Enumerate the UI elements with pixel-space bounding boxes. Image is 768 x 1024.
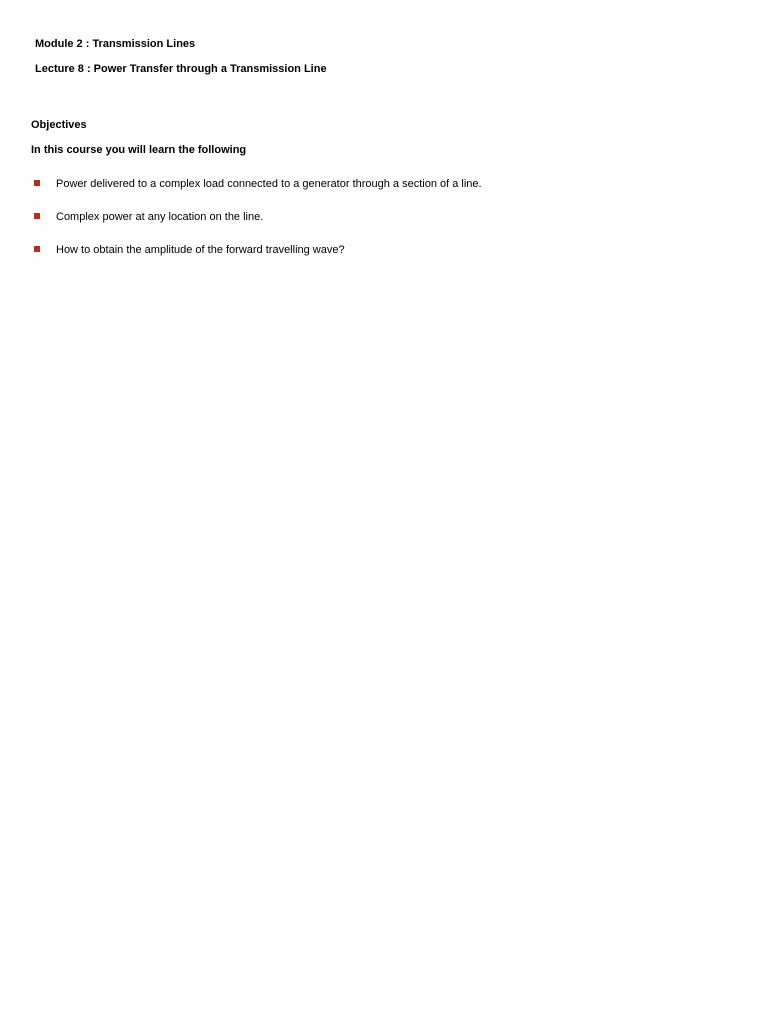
square-bullet-icon xyxy=(34,213,40,219)
objectives-heading: Objectives xyxy=(31,119,87,131)
objective-item xyxy=(34,177,634,191)
module-title: Module 2 : Transmission Lines xyxy=(35,38,196,50)
lecture-title: Lecture 8 : Power Transfer through a Transmission Line xyxy=(35,63,327,75)
objective-text: Complex power at any location on the line. xyxy=(56,211,264,223)
square-bullet-icon xyxy=(34,246,40,252)
objective-text: Power delivered to a complex load connected to a generator through a section of a line. xyxy=(56,178,482,190)
square-bullet-icon xyxy=(34,180,40,186)
objective-item xyxy=(34,243,634,257)
objectives-intro: In this course you will learn the following xyxy=(31,144,247,156)
objective-item xyxy=(34,210,634,224)
objective-text: How to obtain the amplitude of the forward travelling wave? xyxy=(56,244,345,256)
